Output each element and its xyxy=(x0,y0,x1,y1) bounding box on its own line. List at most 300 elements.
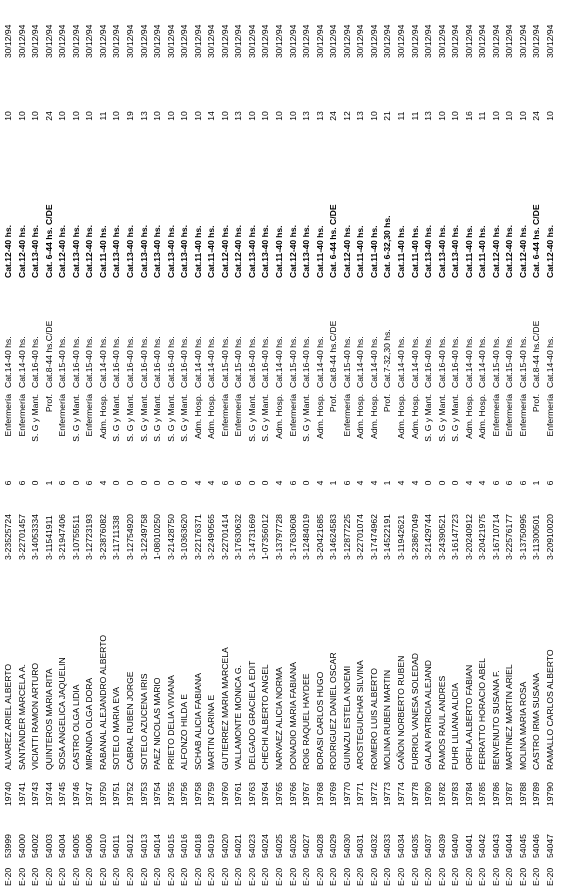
fecha-cell: 30/12/94 xyxy=(328,24,339,58)
sector-cell: E-20 xyxy=(16,867,27,886)
servicio-cell: Adm. Hosp. xyxy=(395,394,406,439)
sector-cell: E-20 xyxy=(111,867,122,886)
grupo-cell: 0 xyxy=(246,480,257,486)
legajo-cell: 54026 xyxy=(287,834,298,858)
grupo-cell: 4 xyxy=(395,480,406,486)
horas-cell: 13 xyxy=(138,111,149,121)
fecha-cell: 30/12/94 xyxy=(436,24,447,58)
categoria-nueva-cell: Cat.12-40 hs. xyxy=(84,224,95,278)
sector-cell: E-20 xyxy=(246,867,257,886)
sector-cell: E-20 xyxy=(341,867,352,886)
orden-cell: 19788 xyxy=(517,782,528,806)
legajo-cell: 54044 xyxy=(504,834,515,858)
categoria-anterior-cell: Cat.16-40 hs. xyxy=(152,336,163,388)
categoria-nueva-cell: Cat.12-40 hs. xyxy=(16,224,27,278)
categoria-nueva-cell: Cat.11-40 hs. xyxy=(355,225,366,278)
horas-cell: 10 xyxy=(111,111,122,121)
sector-cell: E-20 xyxy=(124,867,135,886)
servicio-cell: Prof. xyxy=(382,394,393,413)
grupo-cell: 1 xyxy=(43,480,54,486)
categoria-nueva-cell: Cat.13-40 hs. xyxy=(450,224,461,278)
legajo-cell: 54030 xyxy=(341,834,352,858)
servicio-cell: Adm. Hosp. xyxy=(477,394,488,439)
orden-cell: 19790 xyxy=(545,782,555,806)
fecha-cell: 30/12/94 xyxy=(477,24,488,58)
categoria-anterior-cell: Cat.16-40 hs. xyxy=(165,336,176,388)
orden-cell: 19745 xyxy=(57,782,68,806)
categoria-anterior-cell: Cat.15-40 hs. xyxy=(233,336,244,388)
orden-cell: 19756 xyxy=(179,782,190,806)
nombre-cell: FURRIOL VANESA SOLEDAD xyxy=(409,652,420,770)
cuil-cell: 3-21428750 xyxy=(165,514,176,560)
sector-cell: E-20 xyxy=(43,867,54,886)
fecha-cell: 30/12/94 xyxy=(233,24,244,58)
horas-cell: 10 xyxy=(368,111,379,121)
table-row xyxy=(301,0,312,888)
fecha-cell: 30/12/94 xyxy=(84,24,95,58)
legajo-cell: 54032 xyxy=(368,834,379,858)
orden-cell: 19744 xyxy=(43,782,54,806)
grupo-cell: 1 xyxy=(531,480,542,486)
categoria-anterior-cell: Cat.15-40 hs. xyxy=(84,336,95,388)
legajo-cell: 54014 xyxy=(152,834,163,858)
servicio-cell: Enfermería xyxy=(490,394,501,437)
fecha-cell: 30/12/94 xyxy=(246,24,257,58)
horas-cell: 10 xyxy=(152,111,163,121)
sector-cell: E-20 xyxy=(287,867,298,886)
cuil-cell: 3-21429744 xyxy=(423,514,434,560)
orden-cell: 19752 xyxy=(124,782,135,806)
orden-cell: 19760 xyxy=(219,782,230,806)
fecha-cell: 30/12/94 xyxy=(30,24,41,58)
cuil-cell: 3-23876082 xyxy=(97,514,108,560)
servicio-cell: Adm. Hosp. xyxy=(206,394,217,439)
categoria-anterior-cell: Cat.14-40 hs. xyxy=(368,336,379,388)
nombre-cell: GALAN PATRICIA ALEJAND xyxy=(423,659,434,770)
sector-cell: E-20 xyxy=(436,867,447,886)
sector-cell: E-20 xyxy=(84,867,95,886)
legajo-cell: 54021 xyxy=(233,834,244,858)
horas-cell: 11 xyxy=(97,111,108,121)
categoria-nueva-cell: Cat.12-40 hs. xyxy=(341,224,352,278)
categoria-nueva-cell: Cat.13-40 hs. xyxy=(165,224,176,278)
cuil-cell: 3-22701414 xyxy=(219,514,230,560)
orden-cell: 19787 xyxy=(504,782,515,806)
nombre-cell: CASTRO OLGA LIDIA xyxy=(70,684,81,770)
orden-cell: 19770 xyxy=(341,782,352,806)
nombre-cell: MIRANDA OLGA DORA xyxy=(84,677,95,770)
fecha-cell: 30/12/94 xyxy=(395,24,406,58)
categoria-nueva-cell: Cat.11-40 hs. xyxy=(477,225,488,278)
cuil-cell: 3-12754920 xyxy=(124,514,135,560)
nombre-cell: RAMOS RAUL ANDRES xyxy=(436,675,447,770)
grupo-cell: 6 xyxy=(504,480,515,486)
fecha-cell: 30/12/94 xyxy=(43,24,54,58)
table-row xyxy=(166,0,177,888)
categoria-anterior-cell: Cat.16-40 hs. xyxy=(436,336,447,388)
table-row xyxy=(315,0,326,888)
legajo-cell: 54029 xyxy=(328,834,339,858)
categoria-anterior-cell: Cat.16-40 hs. xyxy=(30,336,41,388)
servicio-cell: S. G y Mant. xyxy=(124,394,135,442)
nombre-cell: RAMALLO CARLOS ALBERTO xyxy=(545,649,555,770)
nombre-cell: ORFILA ALBERTO FABIAN xyxy=(463,664,474,770)
grupo-cell: 0 xyxy=(152,480,163,486)
nombre-cell: MOLINA RUBEN MARTIN xyxy=(382,669,393,770)
fecha-cell: 30/12/94 xyxy=(138,24,149,58)
horas-cell: 10 xyxy=(57,111,68,121)
servicio-cell: Adm. Hosp. xyxy=(274,394,284,439)
categoria-anterior-cell: Cat.14-40 hs. xyxy=(545,336,555,388)
orden-cell: 19746 xyxy=(70,782,81,806)
categoria-anterior-cell: Cat.14-40 hs. xyxy=(355,336,366,388)
nombre-cell: CASTRO IRMA SUSANA xyxy=(531,673,542,770)
cuil-cell: 3-14624583 xyxy=(328,514,339,560)
categoria-anterior-cell: Cat.16-40 hs. xyxy=(124,336,135,388)
servicio-cell: Enfermería xyxy=(545,394,555,437)
servicio-cell: S. G y Mant. xyxy=(260,394,271,442)
grupo-cell: 6 xyxy=(517,480,528,486)
servicio-cell: S. G y Mant. xyxy=(450,394,461,442)
cuil-cell: 3-22576177 xyxy=(504,514,515,560)
sector-cell: E-20 xyxy=(531,867,542,886)
fecha-cell: 30/12/94 xyxy=(152,24,163,58)
nombre-cell: MOLINA MARIA ROSA xyxy=(517,681,528,770)
fecha-cell: 30/12/94 xyxy=(504,24,515,58)
servicio-cell: S. G y Mant. xyxy=(246,394,257,442)
table-row xyxy=(111,0,122,888)
servicio-cell: Adm. Hosp. xyxy=(355,394,366,439)
categoria-nueva-cell: Cat. 6-32,30 hs. xyxy=(382,215,393,278)
categoria-nueva-cell: Cat.13-40 hs. xyxy=(423,224,434,278)
legajo-cell: 54019 xyxy=(206,834,217,858)
orden-cell: 19772 xyxy=(368,782,379,806)
categoria-anterior-cell: Cat.15-40 hs. xyxy=(287,336,298,388)
categoria-anterior-cell: Cat.7-32,30 hs. xyxy=(382,329,393,388)
fecha-cell: 30/12/94 xyxy=(179,24,190,58)
legajo-cell: 54005 xyxy=(70,834,81,858)
table-row xyxy=(247,0,258,888)
cuil-cell: 3-13797728 xyxy=(274,514,284,560)
table-row xyxy=(44,0,55,888)
servicio-cell: S. G y Mant. xyxy=(70,394,81,442)
grupo-cell: 6 xyxy=(545,480,555,486)
nombre-cell: CABRAL RUBEN JORGE xyxy=(124,671,135,770)
categoria-nueva-cell: Cat.13-40 hs. xyxy=(111,224,122,278)
categoria-anterior-cell: Cat.16-40 hs. xyxy=(423,336,434,388)
categoria-anterior-cell: Cat.14-40 hs. xyxy=(97,336,108,388)
nombre-cell: MARTIN CARINA E xyxy=(206,694,217,770)
fecha-cell: 30/12/94 xyxy=(3,24,13,58)
cuil-cell: 3-17630632 xyxy=(233,514,244,560)
cuil-cell: 3-11300501 xyxy=(531,514,542,560)
fecha-cell: 30/12/94 xyxy=(341,24,352,58)
fecha-cell: 30/12/94 xyxy=(287,24,298,58)
servicio-cell: S. G y Mant. xyxy=(179,394,190,442)
servicio-cell: S. G y Mant. xyxy=(138,394,149,442)
table-row xyxy=(220,0,231,888)
table-row xyxy=(342,0,353,888)
table-row xyxy=(84,0,95,888)
nombre-cell: BORASI CARLOS HUGO xyxy=(314,671,325,770)
fecha-cell: 30/12/94 xyxy=(192,24,203,58)
table-row xyxy=(531,0,542,888)
cuil-cell: 3-22701074 xyxy=(355,514,366,560)
servicio-cell: Enfermería xyxy=(341,394,352,437)
categoria-nueva-cell: Cat.11-40 hs. xyxy=(314,225,325,278)
servicio-cell: Prof. xyxy=(328,394,339,413)
nombre-cell: VALLAMONTE MONICA G. xyxy=(233,665,244,770)
horas-cell: 13 xyxy=(301,111,312,121)
servicio-cell: Prof. xyxy=(531,394,542,413)
fecha-cell: 30/12/94 xyxy=(274,24,284,58)
fecha-cell: 30/12/94 xyxy=(260,24,271,58)
grupo-cell: 6 xyxy=(57,480,68,486)
horas-cell: 10 xyxy=(517,111,528,121)
table-row xyxy=(464,0,475,888)
categoria-nueva-cell: Cat.11-40 hs. xyxy=(97,225,108,278)
orden-cell: 19764 xyxy=(260,782,271,806)
categoria-nueva-cell: Cat.13-40 hs. xyxy=(30,224,41,278)
grupo-cell: 0 xyxy=(124,480,135,486)
categoria-anterior-cell: Cat.16-40 hs. xyxy=(179,336,190,388)
categoria-anterior-cell: Cat.15-40 hs. xyxy=(504,336,515,388)
horas-cell: 12 xyxy=(341,111,352,121)
sector-cell: E-20 xyxy=(490,867,501,886)
orden-cell: 19740 xyxy=(3,782,13,806)
sector-cell: E-20 xyxy=(368,867,379,886)
servicio-cell: Enfermería xyxy=(219,394,230,437)
cuil-cell: 3-24390521 xyxy=(436,514,447,560)
servicio-cell: Enfermería xyxy=(3,394,13,437)
categoria-anterior-cell: Cat.15-40 hs. xyxy=(490,336,501,388)
categoria-nueva-cell: Cat.13-40 hs. xyxy=(124,224,135,278)
legajo-cell: 54031 xyxy=(355,834,366,858)
table-row xyxy=(355,0,366,888)
cuil-cell: 3-16710714 xyxy=(490,514,501,560)
orden-cell: 19773 xyxy=(382,782,393,806)
categoria-nueva-cell: Cat.13-40 hs. xyxy=(246,224,257,278)
legajo-cell: 54003 xyxy=(43,834,54,858)
grupo-cell: 4 xyxy=(97,480,108,486)
cuil-cell: 3-11541911 xyxy=(43,515,54,560)
nombre-cell: AROSTEGUICHAR SILVINA xyxy=(355,660,366,770)
servicio-cell: Prof. xyxy=(43,394,54,413)
grupo-cell: 0 xyxy=(138,480,149,486)
grupo-cell: 6 xyxy=(341,480,352,486)
orden-cell: 19786 xyxy=(490,782,501,806)
horas-cell: 10 xyxy=(179,111,190,121)
nombre-cell: CHECHI ALBERTO ANGEL xyxy=(260,664,271,770)
nombre-cell: DONADIO MARIA FABIANA xyxy=(287,662,298,770)
grupo-cell: 0 xyxy=(436,480,447,486)
sector-cell: E-20 xyxy=(3,867,13,886)
servicio-cell: Adm. Hosp. xyxy=(192,394,203,439)
horas-cell: 13 xyxy=(233,111,244,121)
fecha-cell: 30/12/94 xyxy=(531,24,542,58)
categoria-anterior-cell: Cat.16-40 hs. xyxy=(450,336,461,388)
orden-cell: 19763 xyxy=(246,782,257,806)
servicio-cell: S. G y Mant. xyxy=(301,394,312,442)
horas-cell: 10 xyxy=(490,111,501,121)
fecha-cell: 30/12/94 xyxy=(124,24,135,58)
horas-cell: 14 xyxy=(206,111,217,121)
legajo-cell: 54042 xyxy=(477,834,488,858)
grupo-cell: 0 xyxy=(30,480,41,486)
grupo-cell: 4 xyxy=(463,480,474,486)
horas-cell: 10 xyxy=(3,111,13,121)
grupo-cell: 4 xyxy=(477,480,488,486)
orden-cell: 19785 xyxy=(477,782,488,806)
cuil-cell: 3-10755511 xyxy=(70,514,81,560)
legajo-cell: 54025 xyxy=(274,834,284,858)
fecha-cell: 30/12/94 xyxy=(219,24,230,58)
orden-cell: 19765 xyxy=(274,782,284,806)
grupo-cell: 6 xyxy=(3,480,13,486)
nombre-cell: ROIG RAQUEL HAYDEE xyxy=(301,673,312,770)
horas-cell: 21 xyxy=(382,111,393,121)
grupo-cell: 4 xyxy=(368,480,379,486)
horas-cell: 24 xyxy=(328,111,339,121)
categoria-anterior-cell: Cat.15-40 hs. xyxy=(517,336,528,388)
categoria-nueva-cell: Cat.12-40 hs. xyxy=(545,224,555,278)
sector-cell: E-20 xyxy=(301,867,312,886)
table-row xyxy=(518,0,529,888)
grupo-cell: 6 xyxy=(16,480,27,486)
table-row xyxy=(504,0,515,888)
nombre-cell: DELGADO GRACIELA EDIT xyxy=(246,660,257,770)
table-row xyxy=(98,0,109,888)
grupo-cell: 0 xyxy=(423,480,434,486)
categoria-nueva-cell: Cat.13-40 hs. xyxy=(436,224,447,278)
horas-cell: 11 xyxy=(477,111,488,121)
orden-cell: 19753 xyxy=(138,782,149,806)
legajo-cell: 54045 xyxy=(517,834,528,858)
nombre-cell: MARTINEZ MARTIN ARIEL xyxy=(504,664,515,770)
servicio-cell: S. G y Mant. xyxy=(152,394,163,442)
horas-cell: 19 xyxy=(124,111,135,121)
categoria-nueva-cell: Cat.11-40 hs. xyxy=(368,225,379,278)
categoria-anterior-cell: Cat.14-40 hs. xyxy=(3,336,13,388)
horas-cell: 24 xyxy=(531,111,542,121)
grupo-cell: 0 xyxy=(179,480,190,486)
fecha-cell: 30/12/94 xyxy=(450,24,461,58)
fecha-cell: 30/12/94 xyxy=(463,24,474,58)
fecha-cell: 30/12/94 xyxy=(111,24,122,58)
orden-cell: 19755 xyxy=(165,782,176,806)
table-row xyxy=(30,0,41,888)
table-row xyxy=(450,0,461,888)
categoria-nueva-cell: Cat.13-40 hs. xyxy=(260,224,271,278)
orden-cell: 19780 xyxy=(423,782,434,806)
orden-cell: 19766 xyxy=(287,782,298,806)
cuil-cell: 3-22490565 xyxy=(206,514,217,560)
sector-cell: E-20 xyxy=(70,867,81,886)
sector-cell: E-20 xyxy=(260,867,271,886)
table-row xyxy=(288,0,299,888)
legajo-cell: 54034 xyxy=(395,834,406,858)
nombre-cell: CAÑON NORBERTO RUBEN xyxy=(395,655,406,770)
sector-cell: E-20 xyxy=(97,867,108,886)
categoria-nueva-cell: Cat.11-40 hs. xyxy=(463,225,474,278)
categoria-anterior-cell: Cat.14-40 hs. xyxy=(192,336,203,388)
horas-cell: 10 xyxy=(192,111,203,121)
categoria-anterior-cell: Cat.14-40 hs. xyxy=(16,336,27,388)
grupo-cell: 1 xyxy=(328,480,339,486)
categoria-nueva-cell: Cat.12-40 hs. xyxy=(219,224,230,278)
cuil-cell: 3-14731669 xyxy=(246,514,257,560)
legajo-cell: 54041 xyxy=(463,834,474,858)
categoria-nueva-cell: Cat.13-40 hs. xyxy=(179,224,190,278)
servicio-cell: Enfermería xyxy=(517,394,528,437)
fecha-cell: 30/12/94 xyxy=(517,24,528,58)
cuil-cell: 3-16147723 xyxy=(450,514,461,560)
servicio-cell: S. G y Mant. xyxy=(165,394,176,442)
servicio-cell: Adm. Hosp. xyxy=(463,394,474,439)
horas-cell: 10 xyxy=(16,111,27,121)
categoria-anterior-cell: Cat.14-40 hs. xyxy=(409,336,420,388)
servicio-cell: Adm. Hosp. xyxy=(368,394,379,439)
horas-cell: 10 xyxy=(504,111,515,121)
categoria-anterior-cell: Cat.16-40 hs. xyxy=(138,336,149,388)
legajo-cell: 54018 xyxy=(192,834,203,858)
sector-cell: E-20 xyxy=(517,867,528,886)
cuil-cell: 3-22701457 xyxy=(16,514,27,560)
nombre-cell: PAEZ NICOLAS MARIO xyxy=(152,677,163,770)
orden-cell: 19743 xyxy=(30,782,41,806)
sector-cell: E-20 xyxy=(423,867,434,886)
nombre-cell: GUINAZU ESTELA NOEMI xyxy=(341,665,352,770)
categoria-anterior-cell: Cat.16-40 hs. xyxy=(70,336,81,388)
table-row xyxy=(423,0,434,888)
orden-cell: 19783 xyxy=(450,782,461,806)
legajo-cell: 54011 xyxy=(111,834,122,858)
nombre-cell: SANTANDER MARCELA A. xyxy=(16,664,27,770)
categoria-nueva-cell: Cat. 6-44 hs. C/DE xyxy=(43,204,54,278)
fecha-cell: 30/12/94 xyxy=(70,24,81,58)
servicio-cell: Enfermería xyxy=(287,394,298,437)
sector-cell: E-20 xyxy=(165,867,176,886)
grupo-cell: 0 xyxy=(70,480,81,486)
sector-cell: E-20 xyxy=(138,867,149,886)
legajo-cell: 54039 xyxy=(436,834,447,858)
horas-cell: 10 xyxy=(287,111,298,121)
servicio-cell: Adm. Hosp. xyxy=(409,394,420,439)
table-row xyxy=(233,0,244,888)
categoria-nueva-cell: Cat.12-40 hs. xyxy=(3,224,13,278)
servicio-cell: Enfermería xyxy=(57,394,68,437)
orden-cell: 19774 xyxy=(395,782,406,806)
categoria-nueva-cell: Cat.12-40 hs. xyxy=(57,224,68,278)
cuil-cell: 3-17630608 xyxy=(287,514,298,560)
categoria-nueva-cell: Cat.12-40 hs. xyxy=(504,224,515,278)
orden-cell: 19750 xyxy=(97,782,108,806)
cuil-cell: 3-23867049 xyxy=(409,514,420,560)
legajo-cell: 54024 xyxy=(260,834,271,858)
sector-cell: E-20 xyxy=(219,867,230,886)
fecha-cell: 30/12/94 xyxy=(97,24,108,58)
orden-cell: 19769 xyxy=(328,782,339,806)
nombre-cell: SCHAB ALICIA FABIANA xyxy=(192,673,203,770)
fecha-cell: 30/12/94 xyxy=(165,24,176,58)
categoria-nueva-cell: Cat.12-40 hs. xyxy=(517,224,528,278)
grupo-cell: 0 xyxy=(450,480,461,486)
legajo-cell: 54015 xyxy=(165,834,176,858)
orden-cell: 19771 xyxy=(355,782,366,806)
nombre-cell: SOSA ANGELICA JAQUELIN xyxy=(57,657,68,770)
categoria-anterior-cell: Cat.8-44 hs.C/DE xyxy=(531,320,542,388)
cuil-cell: 3-14053334 xyxy=(30,514,41,560)
